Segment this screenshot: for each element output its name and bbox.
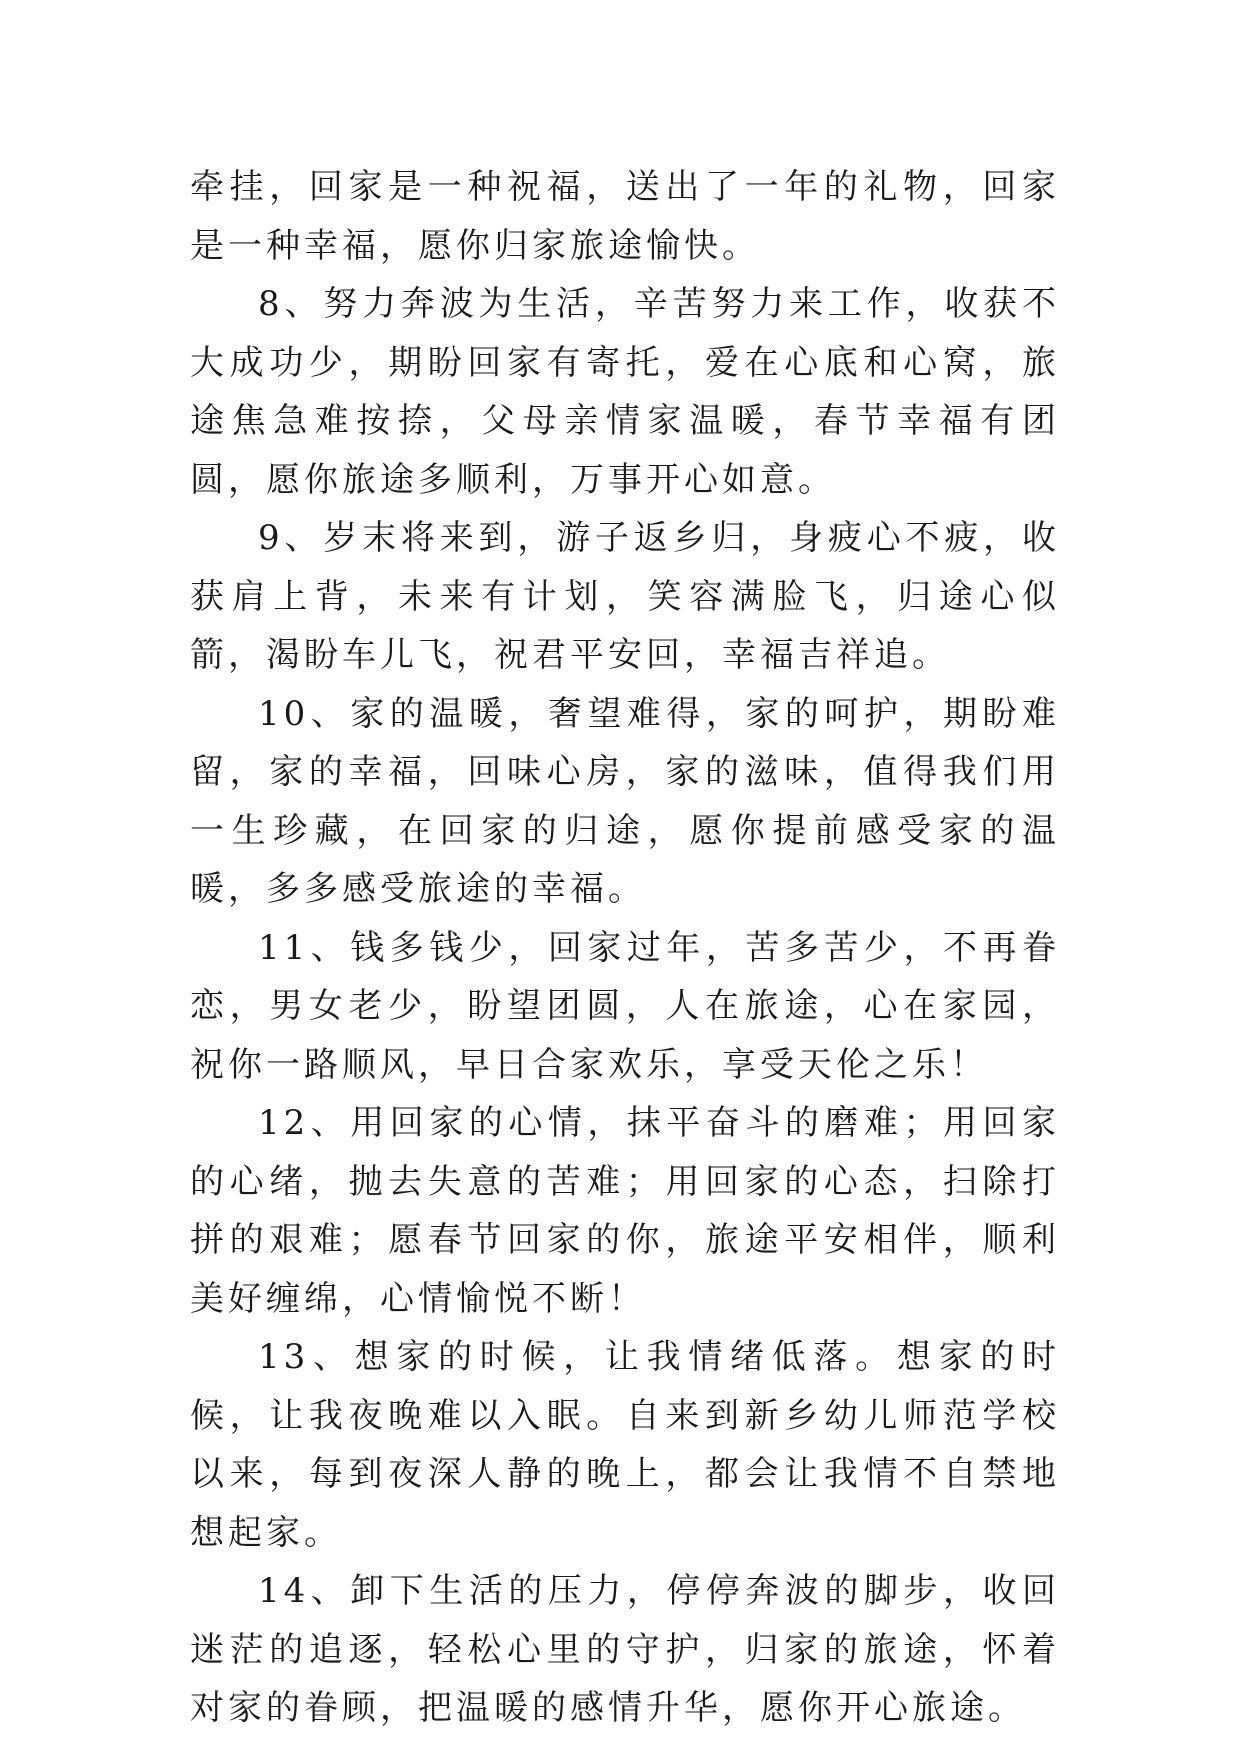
paragraph-item-9: 9、岁末将来到，游子返乡归，身疲心不疲，收获肩上背，未来有计划，笑容满脸飞，归途心似箭，渴盼车儿飞，祝君平安回，幸福吉祥追。	[190, 518, 1060, 675]
paragraph-item-10: 10、家的温暖，奢望难得，家的呵护，期盼难留，家的幸福，回味心房，家的滋味，值得我们用一生珍藏，在回家的归途，愿你提前感受家的温暖，多多感受旅途的幸福。	[190, 693, 1060, 909]
paragraph-item-8: 8、努力奔波为生活，辛苦努力来工作，收获不大成功少，期盼回家有寄托，爱在心底和心窝，旅途焦急难按捺，父母亲情家温暖，春节幸福有团圆，愿你旅途多顺利，万事开心如意。	[190, 284, 1060, 500]
paragraph-item-14: 14、卸下生活的压力，停停奔波的脚步，收回迷茫的追逐，轻松心里的守护，归家的旅途，怀着对家的眷顾，把温暖的感情升华，愿你开心旅途。	[190, 1571, 1060, 1728]
paragraph-item-11: 11、钱多钱少，回家过年，苦多苦少，不再眷恋，男女老少，盼望团圆，人在旅途，心在家园，祝你一路顺风，早日合家欢乐，享受天伦之乐！	[190, 927, 1060, 1085]
paragraph-item-13: 13、想家的时候，让我情绪低落。想家的时候，让我夜晚难以入眠。自来到新乡幼儿师范学校以来，每到夜深人静的晚上，都会让我情不自禁地想起家。	[190, 1337, 1060, 1553]
paragraph-item-12: 12、用回家的心情，抹平奋斗的磨难；用回家的心绪，抛去失意的苦难；用回家的心态，扫除打拼的艰难；愿春节回家的你，旅途平安相伴，顺利美好缠绵，心情愉悦不断！	[190, 1103, 1060, 1319]
document-body	[190, 158, 1060, 1738]
paragraph-continuation: 牵挂，回家是一种祝福，送出了一年的礼物，回家是一种幸福，愿你归家旅途愉快。	[190, 167, 1060, 266]
